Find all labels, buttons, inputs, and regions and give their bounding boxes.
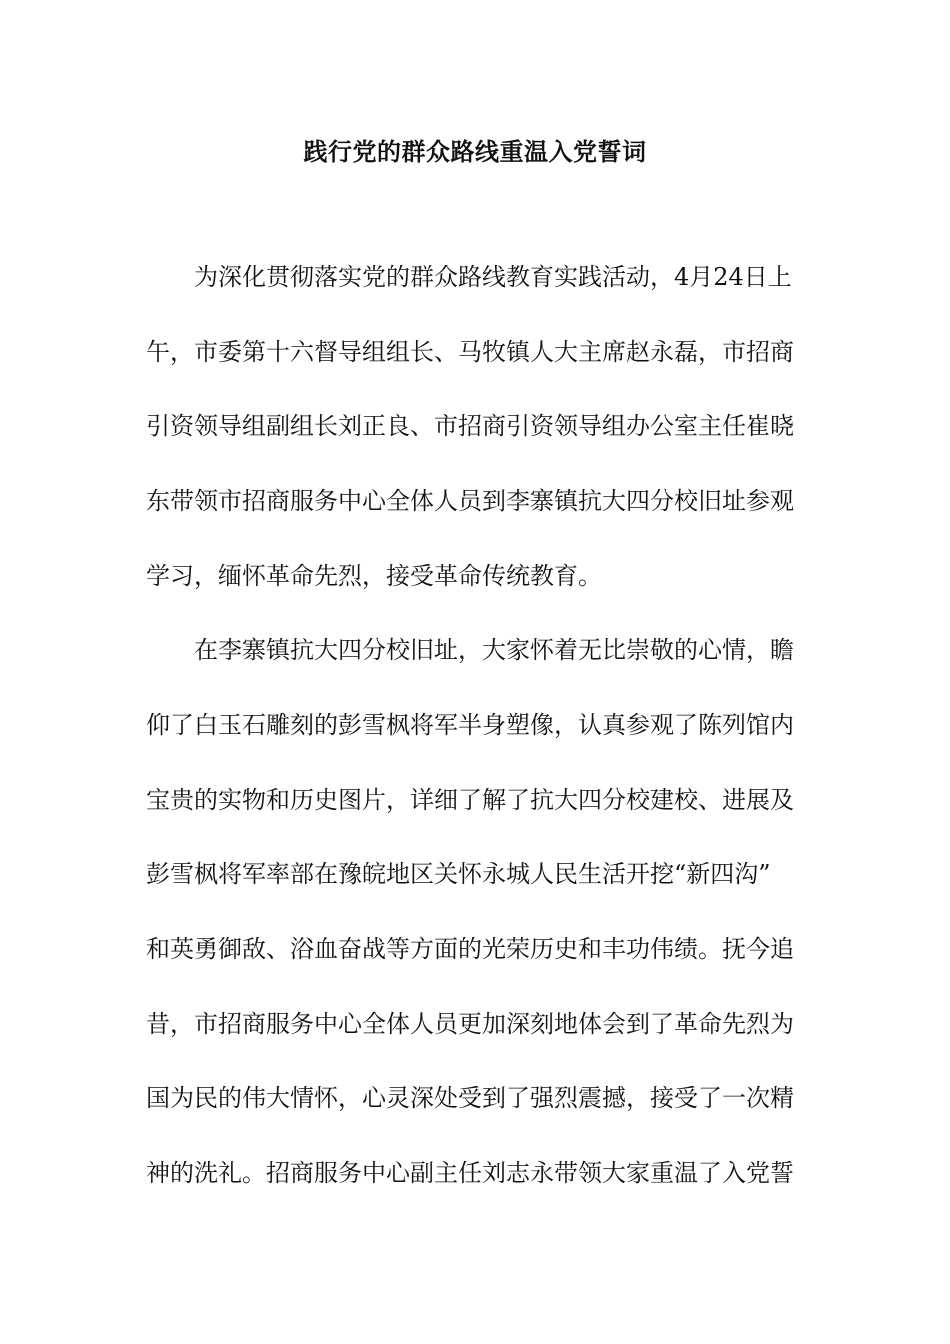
paragraph-1-line-3: 引资领导组副组长刘正良、市招商引资领导组办公室主任崔晓 bbox=[146, 412, 794, 440]
paragraph-2-line-8: 神的洗礼。招商服务中心副主任刘志永带领大家重温了入党誓 bbox=[146, 1159, 794, 1187]
paragraph-2-line-6: 昔，市招商服务中心全体人员更加深刻地体会到了革命先烈为 bbox=[146, 1010, 794, 1038]
document-title: 践行党的群众路线重温入党誓词 bbox=[303, 137, 647, 166]
paragraph-2-line-2: 仰了白玉石雕刻的彭雪枫将军半身塑像，认真参观了陈列馆内 bbox=[146, 711, 794, 739]
paragraph-2-line-3: 宝贵的实物和历史图片，详细了解了抗大四分校建校、进展及 bbox=[146, 786, 794, 814]
paragraph-1-line-1: 为深化贯彻落实党的群众路线教育实践活动，4月24日上 bbox=[194, 263, 792, 291]
paragraph-2-line-7: 国为民的伟大情怀，心灵深处受到了强烈震撼，接受了一次精 bbox=[146, 1084, 794, 1112]
paragraph-2-line-4: 彭雪枫将军率部在豫皖地区关怀永城人民生活开挖“新四沟” bbox=[146, 860, 771, 888]
paragraph-1-line-4: 东带领市招商服务中心全体人员到李寨镇抗大四分校旧址参观 bbox=[146, 487, 794, 515]
paragraph-2-line-1: 在李寨镇抗大四分校旧址，大家怀着无比崇敬的心情，瞻 bbox=[194, 636, 794, 664]
paragraph-1-line-5: 学习，缅怀革命先烈，接受革命传统教育。 bbox=[146, 562, 602, 590]
paragraph-2-line-5: 和英勇御敌、浴血奋战等方面的光荣历史和丰功伟绩。抚今追 bbox=[146, 935, 794, 963]
paragraph-1-line-2: 午，市委第十六督导组组长、马牧镇人大主席赵永磊，市招商 bbox=[146, 338, 794, 366]
